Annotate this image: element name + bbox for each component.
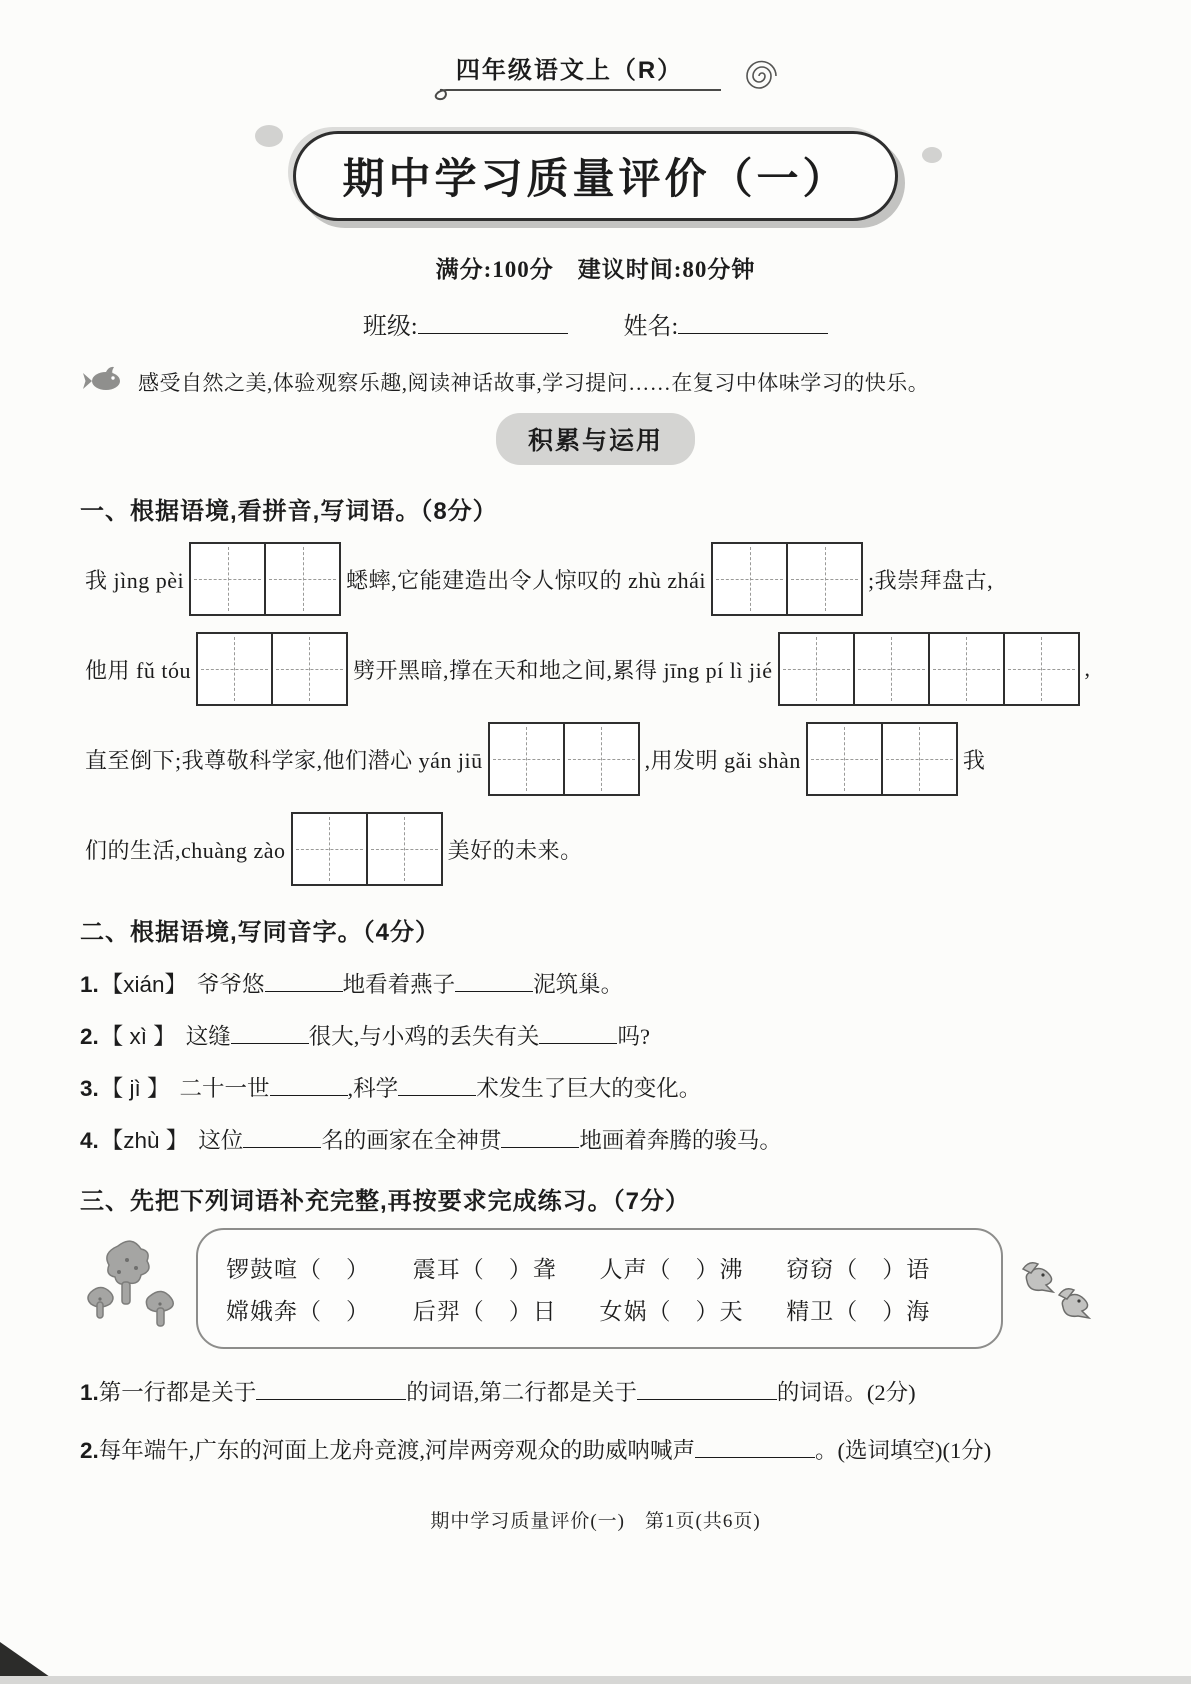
- answer-blank: [539, 1023, 617, 1044]
- writing-cell: [881, 724, 956, 794]
- answer-blank: [695, 1437, 815, 1458]
- writing-cell: [1003, 634, 1078, 704]
- spiral-icon: [741, 58, 777, 94]
- answer-blank: [270, 1075, 348, 1096]
- writing-grid: [488, 722, 640, 796]
- writing-cell: [191, 544, 264, 614]
- q3-text: 。(选词填空)(1分): [815, 1438, 992, 1463]
- q2-item-1: [80, 967, 1111, 999]
- writing-cell: [490, 724, 563, 794]
- class-label: 班级:: [362, 314, 418, 340]
- q1-line-3: [80, 722, 1111, 796]
- deco-blob-left: [255, 125, 283, 147]
- q2-item-4: [80, 1123, 1111, 1155]
- pinyin-key: 【zhù 】: [100, 1128, 189, 1153]
- answer-blank: [637, 1379, 777, 1400]
- deco-blob-right: [922, 147, 942, 163]
- idiom-item: 后羿（ ）日: [412, 1299, 557, 1324]
- q1-text: ;我崇拜盘古,: [868, 567, 994, 593]
- page-title: 期中学习质量评价（一）: [293, 131, 897, 221]
- writing-cell: [786, 544, 861, 614]
- book-title: 四年级语文上（R）: [455, 57, 684, 84]
- pinyin-key: 【 xì 】: [100, 1024, 176, 1049]
- idiom-item: 女娲（ ）天: [599, 1299, 744, 1324]
- class-blank: [418, 313, 568, 334]
- q2-item-2: [80, 1019, 1111, 1051]
- class-field: [363, 306, 568, 341]
- name-blank: [678, 313, 828, 334]
- q3-sub2: [80, 1433, 1111, 1465]
- q2-text: ,科学: [347, 1076, 399, 1101]
- answer-blank: [256, 1379, 406, 1400]
- item-number: 2.: [80, 1024, 99, 1049]
- q1-heading: 一、根据语境,看拼音,写词语。（8分）: [80, 498, 498, 525]
- answer-blank: [398, 1075, 476, 1096]
- q2-text: 泥筑巢。: [533, 972, 624, 997]
- title-banner: [293, 131, 897, 221]
- idiom-item: 人声（ ）沸: [599, 1257, 744, 1282]
- idiom-item: 震耳（ ）聋: [412, 1257, 557, 1282]
- name-label: 姓名:: [623, 314, 679, 340]
- idiom-row-2: [226, 1293, 973, 1326]
- writing-cell: [366, 814, 441, 884]
- writing-cell: [271, 634, 346, 704]
- q3-text: 的词语,第二行都是关于: [406, 1380, 637, 1405]
- q1-text: 直至倒下;我尊敬科学家,他们潜心 yán jiū: [85, 747, 483, 773]
- q2-text: 地画着奔腾的骏马。: [579, 1128, 782, 1153]
- writing-cell: [563, 724, 638, 794]
- q2-text: 地看着燕子: [342, 972, 456, 997]
- writing-cell: [264, 544, 339, 614]
- q2-text: 爷爷悠: [197, 972, 265, 997]
- q2-text: 很大,与小鸡的丢失有关: [308, 1024, 540, 1049]
- idiom-box: [196, 1228, 1003, 1349]
- item-number: 3.: [80, 1076, 99, 1101]
- idiom-item: 嫦娥奔（ ）: [226, 1299, 370, 1324]
- q2-text: 吗?: [617, 1024, 650, 1049]
- writing-grid: [806, 722, 958, 796]
- q2-item-3: [80, 1071, 1111, 1103]
- q2-text: 这位: [198, 1128, 244, 1153]
- idiom-item: 锣鼓喧（ ）: [226, 1257, 370, 1282]
- q3-sub1: [80, 1375, 1111, 1407]
- q2-heading: 二、根据语境,写同音字。（4分）: [80, 919, 441, 946]
- q1-line-1: [80, 542, 1111, 616]
- item-number: 1.: [80, 1380, 99, 1405]
- page-footer: 期中学习质量评价(一) 第1页(共6页): [430, 1511, 761, 1532]
- q1-text: ,用发明 gǎi shàn: [644, 747, 801, 773]
- writing-grid: [196, 632, 348, 706]
- answer-blank: [243, 1127, 321, 1148]
- q2-text: 术发生了巨大的变化。: [476, 1076, 702, 1101]
- q1-line-2: [80, 632, 1111, 706]
- writing-cell: [808, 724, 881, 794]
- q3-text: 每年端午,广东的河面上龙舟竞渡,河岸两旁观众的助威呐喊声: [98, 1438, 696, 1463]
- q3-text: 第一行都是关于: [98, 1380, 257, 1405]
- fish-icon: [80, 363, 126, 395]
- trees-icon: [80, 1236, 190, 1342]
- intro-note: [80, 363, 1111, 397]
- q1-text: 我: [962, 747, 986, 773]
- writing-cell: [713, 544, 786, 614]
- item-number: 2.: [80, 1438, 99, 1463]
- writing-cell: [928, 634, 1003, 704]
- pinyin-key: 【 jì 】: [100, 1076, 170, 1101]
- page-header: [80, 0, 1111, 101]
- q1-line-4: [80, 812, 1111, 886]
- writing-grid: [189, 542, 341, 616]
- q1-text: 我 jìng pèi: [85, 567, 185, 593]
- q1-text: 劈开黑暗,撑在天和地之间,累得 jīng pí lì jié: [352, 657, 773, 683]
- idiom-row-1: [226, 1251, 973, 1284]
- idiom-item: 精卫（ ）海: [786, 1299, 931, 1324]
- q3-wordbox-row: [80, 1228, 1111, 1349]
- writing-cell: [293, 814, 366, 884]
- item-number: 1.: [80, 972, 99, 997]
- writing-grid: [778, 632, 1080, 706]
- idiom-item: 窃窃（ ）语: [786, 1257, 931, 1282]
- page-bottom-shade: [0, 1676, 1191, 1684]
- pinyin-key: 【xián】: [100, 972, 188, 997]
- answer-blank: [501, 1127, 579, 1148]
- writing-grid: [291, 812, 443, 886]
- name-field: [624, 306, 829, 341]
- q1-text: 们的生活,chuàng zào: [85, 837, 286, 863]
- q3-text: 的词语。(2分): [776, 1380, 916, 1405]
- q1-text: ,: [1084, 656, 1091, 681]
- underline-flourish-icon: [415, 81, 725, 101]
- section-badge: 积累与运用: [496, 413, 695, 465]
- answer-blank: [265, 971, 343, 992]
- section-badge-row: [80, 413, 1111, 465]
- answer-blank: [231, 1023, 309, 1044]
- q2-text: 这缝: [185, 1024, 231, 1049]
- writing-cell: [198, 634, 271, 704]
- q2-text: 二十一世: [179, 1076, 270, 1101]
- q3-heading: 三、先把下列词语补充完整,再按要求完成练习。（7分）: [80, 1188, 691, 1215]
- intro-text: 感受自然之美,体验观察乐趣,阅读神话故事,学习提问……在复习中体味学习的快乐。: [138, 371, 930, 395]
- writing-cell: [780, 634, 853, 704]
- q1-text: 美好的未来。: [447, 837, 583, 863]
- score-time-line: 满分:100分 建议时间:80分钟: [435, 257, 756, 282]
- answer-blank: [455, 971, 533, 992]
- header-center: [415, 50, 725, 101]
- q1-text: 他用 fǔ tóu: [85, 657, 191, 683]
- birds-icon: [1009, 1249, 1111, 1329]
- q1-text: 蟋蟀,它能建造出令人惊叹的 zhù zhái: [346, 567, 707, 593]
- class-name-row: [80, 306, 1111, 341]
- writing-grid: [711, 542, 863, 616]
- item-number: 4.: [80, 1128, 99, 1153]
- q2-text: 名的画家在全神贯: [321, 1128, 502, 1153]
- writing-cell: [853, 634, 928, 704]
